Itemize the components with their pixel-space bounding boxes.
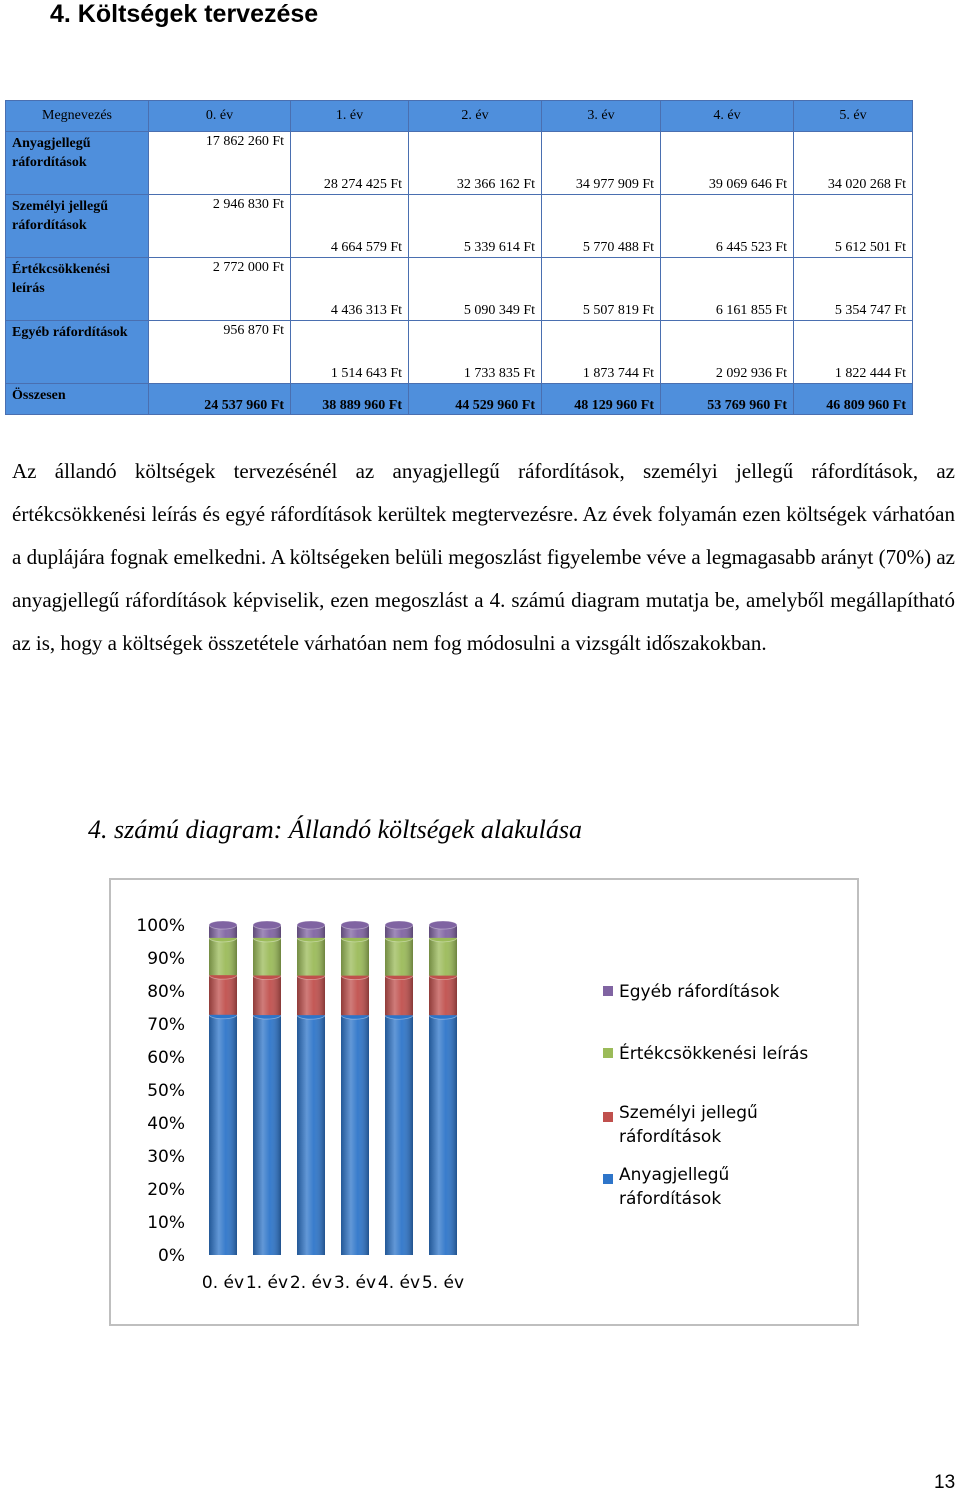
cost-table bbox=[5, 100, 913, 415]
legend-swatch bbox=[603, 1112, 613, 1122]
legend-swatch bbox=[603, 1174, 613, 1184]
table-row bbox=[6, 132, 913, 195]
bar-segment bbox=[341, 934, 369, 976]
table-cell: 5 339 614 Ft bbox=[409, 195, 542, 258]
table-cell: 46 809 960 Ft bbox=[794, 384, 913, 415]
legend-label: Személyi jellegű bbox=[619, 1103, 758, 1123]
bar-segment bbox=[209, 971, 237, 1015]
table-cell: 6 161 855 Ft bbox=[661, 258, 794, 321]
table-cell: 32 366 162 Ft bbox=[409, 132, 542, 195]
bar-segment bbox=[209, 1011, 237, 1255]
header-cell: 1. év bbox=[291, 101, 409, 132]
bar-segment bbox=[429, 1011, 457, 1255]
stacked-bar-chart bbox=[111, 880, 857, 1324]
y-tick-label: 30% bbox=[147, 1147, 185, 1167]
row-label: Értékcsökkenési leírás bbox=[6, 258, 149, 321]
y-tick-label: 40% bbox=[147, 1114, 185, 1134]
bar-segment bbox=[297, 972, 325, 1016]
table-cell: 5 612 501 Ft bbox=[794, 195, 913, 258]
legend-entry bbox=[603, 982, 780, 1002]
table-cell: 5 507 819 Ft bbox=[542, 258, 661, 321]
bar-segment bbox=[385, 921, 413, 938]
table-cell: 48 129 960 Ft bbox=[542, 384, 661, 415]
row-label: Egyéb ráfordítások bbox=[6, 321, 149, 384]
bar-segment bbox=[209, 934, 237, 975]
table-cell: 1 514 643 Ft bbox=[291, 321, 409, 384]
row-label: Összesen bbox=[6, 384, 149, 415]
table-cell: 956 870 Ft bbox=[149, 321, 291, 384]
bar-segment bbox=[297, 934, 325, 976]
table-cell: 53 769 960 Ft bbox=[661, 384, 794, 415]
x-tick-label: 2. év bbox=[289, 1273, 333, 1293]
table-cell: 39 069 646 Ft bbox=[661, 132, 794, 195]
table-cell: 5 770 488 Ft bbox=[542, 195, 661, 258]
chart-caption: 4. számú diagram: Állandó költségek alakulása bbox=[88, 815, 582, 844]
legend-swatch bbox=[603, 986, 613, 996]
table-cell: 6 445 523 Ft bbox=[661, 195, 794, 258]
header-cell: Megnevezés bbox=[6, 101, 149, 132]
header-cell: 0. év bbox=[149, 101, 291, 132]
bar-segment bbox=[297, 921, 325, 938]
legend-entry bbox=[603, 1103, 758, 1147]
y-tick-label: 60% bbox=[147, 1048, 185, 1068]
table-cell: 38 889 960 Ft bbox=[291, 384, 409, 415]
bar-segment bbox=[385, 972, 413, 1016]
legend-label: ráfordítások bbox=[619, 1127, 722, 1147]
page-number: 13 bbox=[934, 1472, 956, 1493]
bar-segment bbox=[253, 921, 281, 938]
bar-segment bbox=[429, 972, 457, 1016]
legend-swatch bbox=[603, 1048, 613, 1058]
bar-segment bbox=[341, 1011, 369, 1255]
bar-segment bbox=[209, 921, 237, 938]
bar-segment bbox=[253, 971, 281, 1015]
header-cell: 3. év bbox=[542, 101, 661, 132]
table-row bbox=[6, 195, 913, 258]
y-tick-label: 70% bbox=[147, 1015, 185, 1035]
y-tick-label: 90% bbox=[147, 949, 185, 969]
x-tick-label: 3. év bbox=[333, 1273, 377, 1293]
table-cell: 44 529 960 Ft bbox=[409, 384, 542, 415]
table-total-row bbox=[6, 384, 913, 415]
table-row bbox=[6, 321, 913, 384]
bar-segment bbox=[385, 934, 413, 976]
y-tick-label: 100% bbox=[136, 916, 185, 936]
bar-segment bbox=[297, 1011, 325, 1255]
chart-frame bbox=[109, 878, 859, 1326]
legend-entry bbox=[603, 1042, 808, 1064]
y-tick-label: 80% bbox=[147, 982, 185, 1002]
row-label: Anyagjellegű ráfordítások bbox=[6, 132, 149, 195]
y-tick-label: 20% bbox=[147, 1180, 185, 1200]
table-cell: 2 946 830 Ft bbox=[149, 195, 291, 258]
body-paragraph: Az állandó költségek tervezésénél az anyagjellegű ráfordítások, személyi jellegű ráfordítások, az értékcsökkenési leírás és egyé ráfordítások kerültek megtervezésre. Az évek folyamán ezen költségek várhatóan a duplájára fognak emelkedni. A költségeken belüli megoszlást figyelembe véve a legmagasabb arányt (70%) az anyagjellegű ráfordítások képviselik, ezen megoszlást a 4. számú diagram mutatja be, amelyből megállapítható az is, hogy a költségek összetétele várhatóan nem fog módosulni a vizsgált időszakokban. bbox=[12, 459, 955, 655]
legend-label: Értékcsökkenési leírás bbox=[619, 1044, 809, 1064]
table-cell: 1 873 744 Ft bbox=[542, 321, 661, 384]
bar-segment bbox=[385, 1011, 413, 1255]
y-tick-label: 0% bbox=[158, 1246, 185, 1266]
bar-segment bbox=[429, 921, 457, 938]
legend-entry bbox=[603, 1165, 729, 1209]
x-tick-label: 1. év bbox=[245, 1273, 289, 1293]
header-cell: 5. év bbox=[794, 101, 913, 132]
table-row bbox=[6, 258, 913, 321]
legend-label: ráfordítások bbox=[619, 1189, 722, 1209]
bar-segment bbox=[253, 1011, 281, 1255]
y-tick-label: 10% bbox=[147, 1213, 185, 1233]
table-cell: 17 862 260 Ft bbox=[149, 132, 291, 195]
x-tick-label: 0. év bbox=[201, 1273, 245, 1293]
bar-segment bbox=[341, 972, 369, 1016]
x-tick-label: 5. év bbox=[421, 1273, 465, 1293]
legend-label: Anyagjellegű bbox=[619, 1165, 730, 1185]
y-tick-label: 50% bbox=[147, 1081, 185, 1101]
bar-segment bbox=[341, 921, 369, 938]
header-cell: 2. év bbox=[409, 101, 542, 132]
table-cell: 5 090 349 Ft bbox=[409, 258, 542, 321]
table-cell: 4 664 579 Ft bbox=[291, 195, 409, 258]
table-cell: 24 537 960 Ft bbox=[149, 384, 291, 415]
table-cell: 1 822 444 Ft bbox=[794, 321, 913, 384]
bar-segment bbox=[429, 934, 457, 976]
table-cell: 34 977 909 Ft bbox=[542, 132, 661, 195]
table-cell: 1 733 835 Ft bbox=[409, 321, 542, 384]
table-cell: 34 020 268 Ft bbox=[794, 132, 913, 195]
table-cell: 2 772 000 Ft bbox=[149, 258, 291, 321]
table-cell: 28 274 425 Ft bbox=[291, 132, 409, 195]
section-heading: 4. Költségek tervezése bbox=[50, 0, 319, 28]
table-cell: 2 092 936 Ft bbox=[661, 321, 794, 384]
bar-segment bbox=[253, 934, 281, 976]
row-label: Személyi jellegű ráfordítások bbox=[6, 195, 149, 258]
table-cell: 4 436 313 Ft bbox=[291, 258, 409, 321]
table-cell: 5 354 747 Ft bbox=[794, 258, 913, 321]
header-cell: 4. év bbox=[661, 101, 794, 132]
legend-label: Egyéb ráfordítások bbox=[619, 982, 780, 1002]
x-tick-label: 4. év bbox=[377, 1273, 421, 1293]
table-header-row bbox=[6, 101, 913, 132]
